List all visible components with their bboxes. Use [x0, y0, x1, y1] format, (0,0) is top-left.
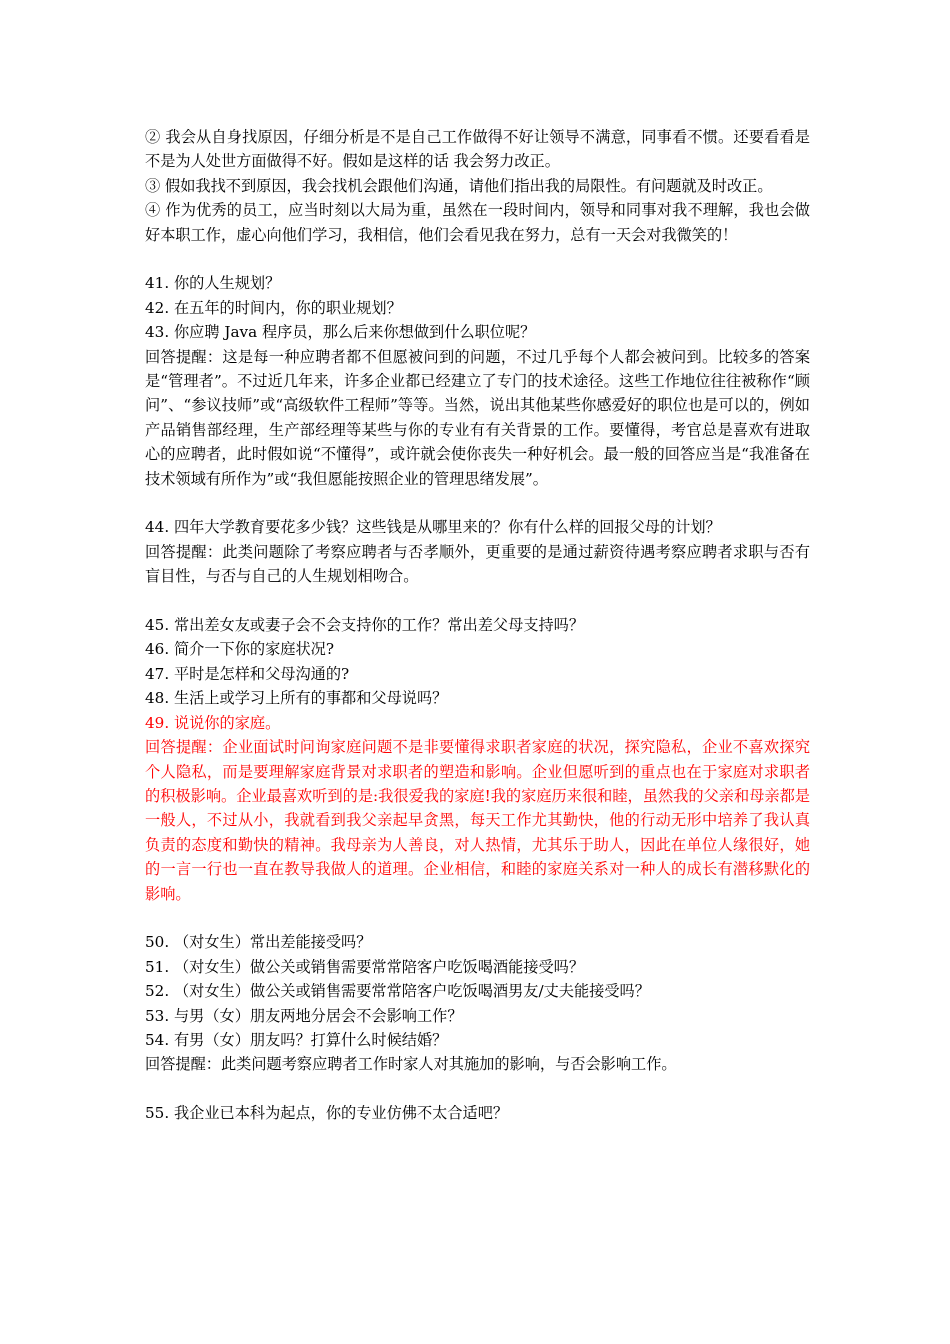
question-44: 44. 四年大学教育要花多少钱？这些钱是从哪里来的？你有什么样的回报父母的计划？: [145, 518, 721, 537]
question-47: 47. 平时是怎样和父母沟通的?: [145, 664, 350, 683]
paragraph-gap: [145, 589, 810, 613]
answer-point-4: ④ 作为优秀的员工，应当时刻以大局为重，虽然在一段时间内，领导和同事对我不理解，我也会做好本职工作，虚心向他们学习，我相信，他们会看见我在努力，总有一天会对我微笑的！: [145, 201, 810, 244]
answer-hint-49: 回答提醒：企业面试时问询家庭问题不是非要懂得求职者家庭的状况，探究隐私，企业不喜欢探究个人隐私，而是要理解家庭背景对求职者的塑造和影响。企业但愿听到的重点也在于家庭对求职者的积极影响。企业最喜欢听到的是:我很爱我的家庭!我的家庭历来很和睦，虽然我的父亲和母亲都是一般人，不过从小，我就看到我父亲起早贪黑，每天工作尤其勤快，他的行动无形中培养了我认真负责的态度和勤快的精神。我母亲为人善良，对人热情，尤其乐于助人，因此在单位人缘很好，她的一言一行也一直在教导我做人的道理。企业相信，和睦的家庭关系对一种人的成长有潜移默化的影响。: [145, 738, 810, 903]
question-46: 46. 简介一下你的家庭状况?: [145, 640, 334, 659]
question-51: 51. （对女生）做公关或销售需要常常陪客户吃饭喝酒能接受吗？: [145, 957, 585, 976]
paragraph-gap: [145, 247, 810, 271]
question-53: 53. 与男（女）朋友两地分居会不会影响工作？: [145, 1006, 463, 1025]
question-45: 45. 常出差女友或妻子会不会支持你的工作？常出差父母支持吗？: [145, 616, 585, 635]
paragraph-gap: [145, 906, 810, 930]
paragraph-gap: [145, 1077, 810, 1101]
question-49: 49. 说说你的家庭。: [145, 713, 281, 732]
answer-hint-44: 回答提醒：此类问题除了考察应聘者与否孝顺外，更重要的是通过薪资待遇考察应聘者求职与否有盲目性，与否与自己的人生规划相吻合。: [145, 542, 810, 586]
paragraph-gap: [145, 491, 810, 515]
document-page: [145, 125, 810, 1126]
question-48: 48. 生活上或学习上所有的事都和父母说吗？: [145, 689, 448, 708]
answer-hint-50-54: 回答提醒：此类问题考察应聘者工作时家人对其施加的影响，与否会影响工作。: [145, 1055, 677, 1074]
question-42: 42. 在五年的时间内，你的职业规划？: [145, 298, 402, 317]
question-54: 54. 有男（女）朋友吗？打算什么时候结婚？: [145, 1030, 448, 1049]
answer-point-2: ② 我会从自身找原因，仔细分析是不是自己工作做得不好让领导不满意，同事看不惯。还要看看是不是为人处世方面做得不好。假如是这样的话 我会努力改正。: [145, 128, 810, 171]
question-52: 52. （对女生）做公关或销售需要常常陪客户吃饭喝酒男友/丈夫能接受吗？: [145, 982, 650, 1001]
question-55: 55. 我企业已本科为起点，你的专业仿佛不太合适吧？: [145, 1104, 509, 1123]
answer-point-3: ③ 假如我找不到原因，我会找机会跟他们沟通，请他们指出我的局限性。有问题就及时改正。: [145, 176, 773, 195]
answer-hint-43: 回答提醒：这是每一种应聘者都不但愿被问到的问题，不过几乎每个人都会被问到。比较多的答案是“管理者”。不过近几年来，许多企业都已经建立了专门的技术途径。这些工作地位往往被称作“顾问”、“参议技师”或“高级软件工程师”等等。当然，说出其他某些你感爱好的职位也是可以的，例如产品销售部经理，生产部经理等某些与你的专业有有关背景的工作。要懂得，考官总是喜欢有进取心的应聘者，此时假如说“不懂得”，或许就会使你丧失一种好机会。最一般的回答应当是“我准备在技术领域有所作为”或“我但愿能按照企业的管理思绪发展”。: [145, 347, 810, 488]
question-50: 50. （对女生）常出差能接受吗？: [145, 933, 372, 952]
question-43: 43. 你应聘 Java 程序员，那么后来你想做到什么职位呢？: [145, 323, 536, 342]
question-41: 41. 你的人生规划？: [145, 274, 281, 293]
